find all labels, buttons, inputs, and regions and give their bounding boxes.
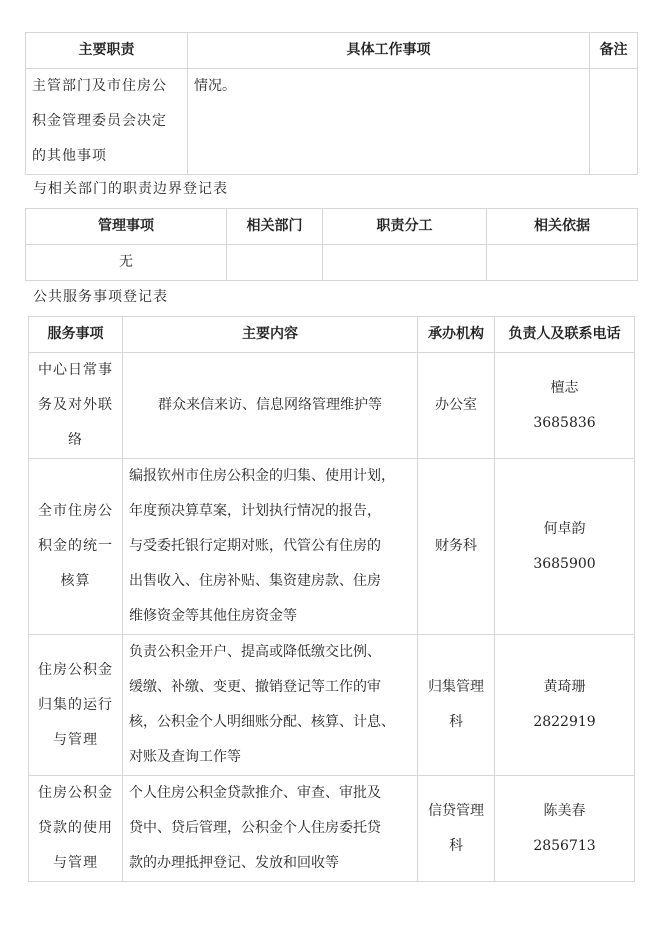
text-line: 科 [449, 837, 463, 854]
text-line: 归集管理 [428, 679, 484, 695]
person-name: 何卓韵 [543, 520, 586, 537]
service-item-cell [29, 353, 123, 459]
boundary-table-caption: 与相关部门的职责边界登记表 [33, 181, 228, 197]
related-dept-cell [227, 245, 323, 281]
service-item-cell [29, 459, 123, 635]
contact-cell [495, 353, 635, 459]
service-table [28, 316, 635, 882]
text-line: 出售收入、住房补贴、集资建房款、住房 [129, 573, 381, 589]
person-name: 黄琦珊 [543, 679, 586, 695]
note-cell [590, 69, 638, 175]
text-line: 络 [68, 432, 83, 448]
text-line: 中心日常事 [38, 362, 113, 378]
text-line: 信贷管理 [428, 802, 484, 819]
responsibility-cell [323, 245, 487, 281]
basis-cell [487, 245, 638, 281]
contact-cell [495, 459, 635, 635]
service-item-cell [29, 635, 123, 776]
col-header-work-items: 具体工作事项 [188, 33, 590, 69]
col-header-main-duty: 主要职责 [26, 33, 188, 69]
text-line: 款的办理抵押登记、发放和回收等 [129, 855, 339, 871]
table-row [29, 776, 635, 882]
phone-number: 2822919 [533, 714, 596, 730]
col-header-note: 备注 [590, 33, 638, 69]
boundary-table [25, 208, 638, 281]
duty-table [25, 32, 638, 175]
text-line: 与管理 [53, 855, 98, 871]
duty-cell [26, 69, 188, 175]
person-name: 陈美春 [543, 802, 586, 819]
text-line: 务及对外联 [38, 397, 113, 413]
dept-cell [418, 353, 495, 459]
service-item-cell [29, 776, 123, 882]
dept-cell [418, 459, 495, 635]
service-table-header [29, 317, 635, 353]
text-line: 积金的统一 [38, 538, 113, 554]
contact-cell [495, 776, 635, 882]
table-row [29, 353, 635, 459]
text-line: 办公室 [435, 397, 477, 413]
text-line: 编报钦州市住房公积金的归集、使用计划， [129, 468, 395, 484]
table-row [26, 245, 638, 281]
duty-table-header [26, 33, 638, 69]
content-cell [123, 459, 418, 635]
text-line: 年度预决算草案，计划执行情况的报告， [129, 503, 381, 519]
text-line: 住房公积金 [38, 785, 113, 801]
text-line: 负责公积金开户、提高或降低缴交比例、 [129, 644, 381, 660]
col-header-responsibility: 职责分工 [323, 209, 487, 245]
dept-cell [418, 635, 495, 776]
text-line: 对账及查询工作等 [129, 749, 241, 765]
col-header-contact: 负责人及联系电话 [495, 317, 635, 353]
phone-number: 3685836 [533, 414, 596, 431]
text-line: 与管理 [53, 731, 98, 748]
text-line: 科 [449, 714, 463, 730]
text-line: 全市住房公 [38, 503, 113, 519]
col-header-service-item: 服务事项 [29, 317, 123, 353]
text-line: 群众来信来访、信息网络管理维护等 [158, 397, 382, 413]
col-header-related-dept: 相关部门 [227, 209, 323, 245]
text-line: 维修资金等其他住房资金等 [129, 608, 297, 624]
content-cell [123, 635, 418, 776]
text-line: 财务科 [435, 538, 477, 554]
contact-cell [495, 635, 635, 776]
text-line: 缓缴、补缴、变更、撤销登记等工作的审 [129, 679, 381, 695]
text-line: 归集的运行 [38, 696, 113, 713]
text-line: 积金管理委员会决定 [32, 113, 167, 129]
content-cell [123, 353, 418, 459]
col-header-dept: 承办机构 [418, 317, 495, 353]
management-item-cell: 无 [26, 245, 227, 281]
col-header-management-item: 管理事项 [26, 209, 227, 245]
text-line: 的其他事项 [32, 148, 107, 164]
content-cell [123, 776, 418, 882]
phone-number: 2856713 [533, 837, 596, 854]
text-line: 主管部门及市住房公 [32, 78, 167, 94]
text-line: 住房公积金 [38, 661, 113, 678]
service-table-caption: 公共服务事项登记表 [33, 289, 168, 305]
col-header-content: 主要内容 [123, 317, 418, 353]
table-row [26, 69, 638, 175]
dept-cell [418, 776, 495, 882]
text-line: 与受委托银行定期对账，代管公有住房的 [129, 538, 381, 554]
col-header-basis: 相关依据 [487, 209, 638, 245]
phone-number: 3685900 [533, 555, 596, 572]
text-line: 核算 [60, 573, 91, 589]
table-row [29, 459, 635, 635]
table-row [29, 635, 635, 776]
text-line: 贷中、贷后管理，公积金个人住房委托贷 [129, 820, 381, 836]
detail-cell: 情况。 [188, 69, 590, 175]
person-name: 檀志 [550, 379, 579, 396]
text-line: 贷款的使用 [38, 820, 113, 836]
boundary-table-header [26, 209, 638, 245]
text-line: 个人住房公积金贷款推介、审查、审批及 [129, 785, 381, 801]
text-line: 核，公积金个人明细账分配、核算、计息、 [129, 714, 395, 730]
